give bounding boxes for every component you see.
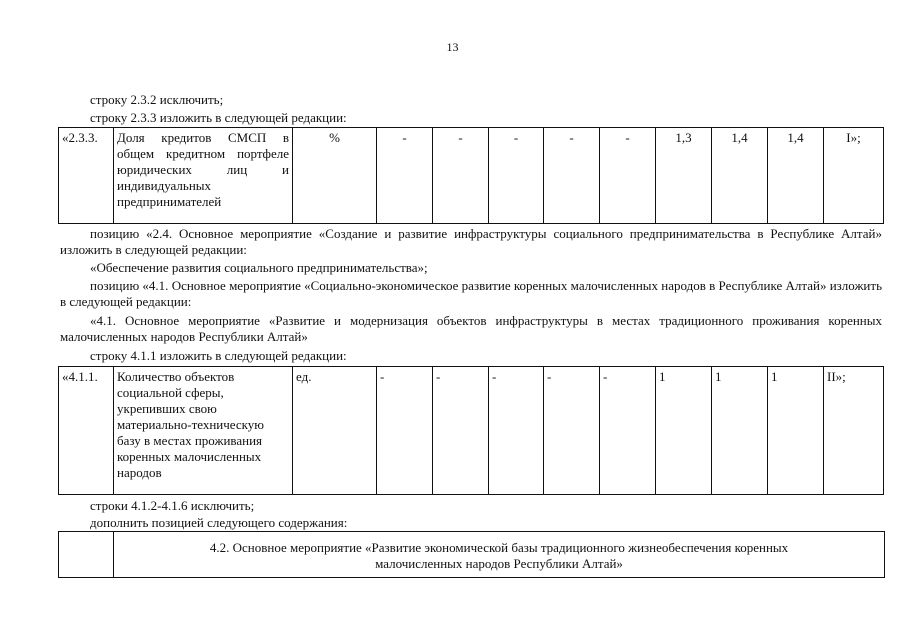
text-line-strike-2-3-2: строку 2.3.2 исключить; — [90, 92, 224, 107]
table-row-4-1-1 — [58, 366, 884, 495]
value-cell: II»; — [824, 367, 884, 495]
text-line-add-position: дополнить позицией следующего содержания: — [90, 515, 348, 530]
value-cell: 1 — [656, 367, 712, 495]
indicator-name: Количество объектов социальной сферы, укрепивших свою материально-техническую базу в местах проживания коренных малочисленных народов — [114, 367, 293, 495]
row-code: «2.3.3. — [59, 128, 114, 224]
table-row-2-3-3 — [58, 127, 884, 224]
value-cell: 1,3 — [656, 128, 712, 224]
value-cell: - — [600, 128, 656, 224]
paragraph-position-4-1: позицию «4.1. Основное мероприятие «Социально-экономическое развитие коренных малочисленных народов в Республике Алтай» изложить в следующей редакции: — [60, 278, 882, 309]
unit-cell: ед. — [293, 367, 377, 495]
indicator-name: Доля кредитов СМСП в общем кредитном портфеле юридических лиц и индивидуальных предпринимателей — [114, 128, 293, 224]
row-code: «4.1.1. — [59, 367, 114, 495]
paragraph-new-text-2-4: «Обеспечение развития социального предпринимательства»; — [90, 260, 428, 275]
value-cell: - — [544, 367, 600, 495]
value-cell: - — [489, 367, 544, 495]
value-cell: 1 — [712, 367, 768, 495]
text-line-strike-4-1-2: строки 4.1.2-4.1.6 исключить; — [90, 498, 255, 513]
value-cell: - — [377, 128, 433, 224]
value-cell: 1,4 — [768, 128, 824, 224]
activity-title: 4.2. Основное мероприятие «Развитие экономической базы традиционного жизнеобеспечения коренных малочисленных народов Республики Алтай» — [114, 532, 885, 578]
paragraph-new-text-4-1: «4.1. Основное мероприятие «Развитие и модернизация объектов инфраструктуры в местах традиционного проживания коренных малочисленных народов Республики Алтай» — [60, 313, 882, 344]
text-line-edit-2-3-3: строку 2.3.3 изложить в следующей редакции: — [90, 110, 347, 125]
value-cell: - — [433, 128, 489, 224]
value-cell: I»; — [824, 128, 884, 224]
value-cell: - — [600, 367, 656, 495]
row-code — [59, 532, 114, 578]
table-row-4-2 — [58, 531, 885, 578]
value-cell: 1,4 — [712, 128, 768, 224]
unit-cell: % — [293, 128, 377, 224]
value-cell: - — [489, 128, 544, 224]
value-cell: - — [377, 367, 433, 495]
text-line-edit-4-1-1: строку 4.1.1 изложить в следующей редакции: — [90, 348, 347, 363]
paragraph-position-2-4: позицию «2.4. Основное мероприятие «Создание и развитие инфраструктуры социального предпринимательства в Республике Алтай» изложить в следующей редакции: — [60, 226, 882, 257]
value-cell: - — [544, 128, 600, 224]
page-number: 13 — [446, 40, 459, 54]
value-cell: 1 — [768, 367, 824, 495]
value-cell: - — [433, 367, 489, 495]
